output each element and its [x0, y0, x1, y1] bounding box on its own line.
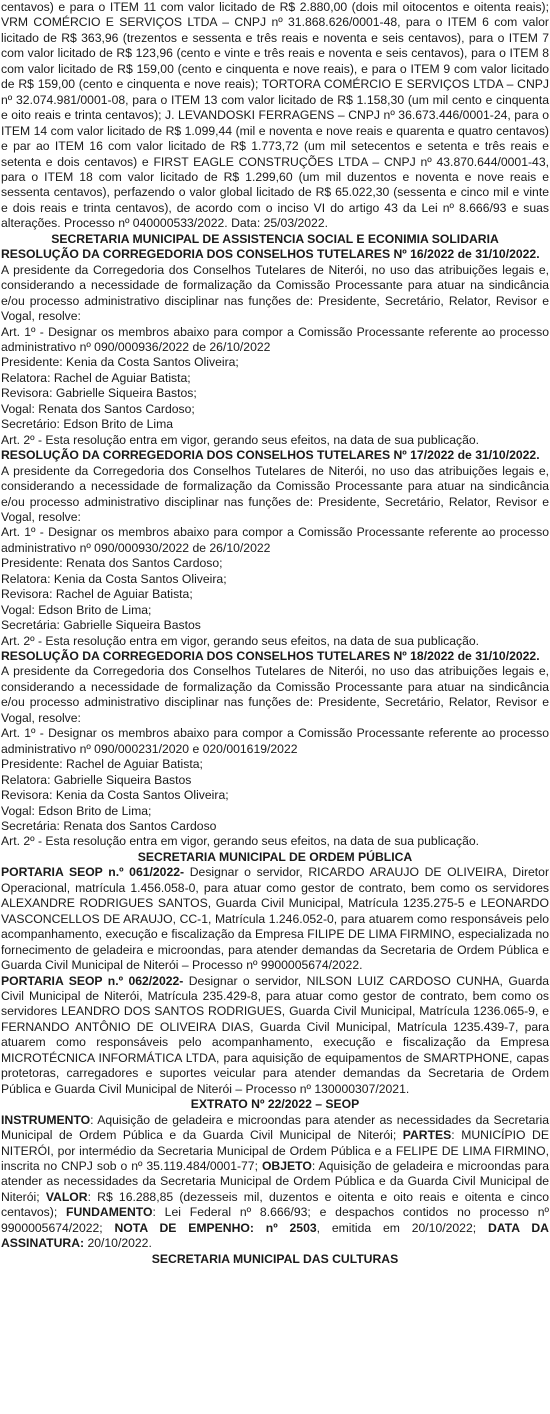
text-line: Art. 2º - Esta resolução entra em vigor, gerando seus efeitos, na data de sua publicação.	[1, 633, 480, 648]
text-run: , emitida em 20/10/2022;	[316, 1220, 488, 1235]
text-line: Secretário: Edson Brito de Lima	[1, 417, 174, 432]
text-line: Secretária: Renata dos Santos Cardoso	[1, 819, 217, 834]
paragraph	[1, 865, 549, 973]
paragraph: Art. 1º - Designar os membros abaixo para compor a Comissão Processante referente ao processo administrativo nº 090/000231/2020 e 020/001619/2022	[1, 726, 549, 756]
text-run: : Aquisição de geladeira e microondas para atender as necessidades da Secretaria Municipal de Ordem Pública e da Guarda Civil Municipal de Niterói;	[1, 1158, 550, 1204]
text-line: Art. 2º - Esta resolução entra em vigor, gerando seus efeitos, na data de sua publicação.	[1, 834, 480, 849]
text-run: : MUNICÍPIO DE NITERÓI, por intermédio da Secretaria Municipal de Ordem Pública e a FELIPE DE LIMA FIRMINO, inscrita no CNPJ sob o nº 35.119.484/0001-77;	[1, 1128, 549, 1173]
text-line: Art. 2º - Esta resolução entra em vigor, gerando seus efeitos, na data de sua publicação.	[1, 432, 480, 447]
section-heading: SECRETARIA MUNICIPAL DE ASSISTENCIA SOCIAL E ECONIMIA SOLIDARIA	[51, 231, 499, 246]
text-line: Vogal: Edson Brito de Lima;	[1, 803, 152, 818]
text-line: Revisora: Rachel de Aguiar Batista;	[1, 587, 193, 602]
text-run: Designar o servidor, RICARDO ARAUJO DE OLIVEIRA, Diretor Operacional, matrícula 1.456.058-0, para atuar como gestor de contrato, bem como os servidores ALEXANDRE RODRIGUES SANTOS, Guarda Civil Municipal, Matrícula 1235.275-5 e LEONARDO VASCONCELLOS DE ARAUJO, CC-1, Matrícula 1.246.052-0, para atuarem como responsáveis pelo acompanhamento, execução e fiscalização da Empresa FILIPE DE LIMA FIRMINO, especializada no fornecimento de geladeira e microondas, para atender demandas da Secretaria de Ordem Pública e Guarda Civil Municipal de Niterói – Processo nº 9900005674/2022.	[1, 865, 550, 973]
paragraph: Art. 1º - Designar os membros abaixo para compor a Comissão Processante referente ao processo administrativo nº 090/000930/2022 de 26/10/2022	[1, 525, 549, 555]
text-run: : Aquisição de geladeira e microondas para atender as necessidades da Secretaria Municipal de Ordem Pública e da Guarda Civil Municipal de Niterói;	[1, 1112, 549, 1143]
bold-label: DATA DA ASSINATURA:	[1, 1220, 549, 1251]
paragraph	[1, 974, 549, 1098]
text-line: Presidente: Kenia da Costa Santos Oliveira;	[1, 355, 239, 370]
bold-label: FUNDAMENTO	[66, 1205, 153, 1220]
paragraph: A presidente da Corregedoria dos Conselhos Tutelares de Niterói, no uso das atribuições legais e, considerando a necessidade de formalização da Comissão Processante para atuar na sindicância e/ou processo administrativo disciplinar nas funções de: Presidente, Secretário, Relator, Revisor e Vogal, resolve:	[1, 664, 549, 725]
paragraph: A presidente da Corregedoria dos Conselhos Tutelares de Niterói, no uso das atribuições legais e, considerando a necessidade de formalização da Comissão Processante para atuar na sindicância e/ou processo administrativo disciplinar nas funções de: Presidente, Secretário, Relator, Revisor e Vogal, resolve:	[1, 463, 549, 524]
bold-label: OBJETO	[261, 1158, 312, 1173]
resolution-title: RESOLUÇÃO DA CORREGEDORIA DOS CONSELHOS TUTELARES Nº 16/2022 de 31/10/2022.	[1, 247, 540, 262]
bold-label: NOTA DE EMPENHO: nº 2503	[114, 1220, 317, 1235]
text-line: Vogal: Renata dos Santos Cardoso;	[1, 401, 195, 416]
paragraph	[1, 1113, 549, 1252]
text-line: Vogal: Edson Brito de Lima;	[1, 602, 152, 617]
text-run: : Lei Federal nº 8.666/93; e despachos contidos no processo nº 9900005674/2022;	[1, 1205, 549, 1235]
paragraph: A presidente da Corregedoria dos Conselhos Tutelares de Niterói, no uso das atribuições legais e, considerando a necessidade de formalização da Comissão Processante para atuar na sindicância e/ou processo administrativo disciplinar nas funções de: Presidente, Secretário, Relator, Revisor e Vogal, resolve:	[1, 262, 549, 324]
text-line: Presidente: Renata dos Santos Cardoso;	[1, 556, 223, 571]
text-run: 20/10/2022.	[84, 1236, 152, 1251]
paragraph: centavos) e para o ITEM 11 com valor licitado de R$ 2.880,00 (dois mil oitocentos e oitenta reais); VRM COMÉRCIO E SERVIÇOS LTDA – CNPJ nº 31.868.626/0001-48, para o ITEM 6 com valor licitado de R$ 363,96 (trezentos e sessenta e três reais e noventa e seis centavos), para o ITEM 7 com valor licitado de R$ 123,96 (cento e vinte e três reais e noventa e seis centavos), para o ITEM 8 com valor licitado de R$ 159,00 (cento e cinquenta e nove reais), e para o ITEM 9 com valor licitado de R$ 159,00 (cento e cinquenta e nove reais); TORTORA COMÉRCIO E SERVIÇOS LTDA – CNPJ nº 32.074.981/0001-08, para o ITEM 13 com valor licitado de R$ 1.158,30 (um mil cento e cinquenta e oito reais e trinta centavos); J. LEVANDOSKI FERRAGENS – CNPJ nº 36.673.446/0001-24, para o ITEM 14 com valor licitado de R$ 1.099,44 (mil e noventa e nove reais e quarenta e quatro centavos) e par ao ITEM 16 com valor licitado de R$ 1.773,72 (um mil setecentos e setenta e três reais e setenta e dois centavos) e FIRST EAGLE CONSTRUÇÕES LTDA – CNPJ nº 43.870.644/0001-43, para o ITEM 18 com valor licitado de R$ 1.299,60 (um mil duzentos e noventa e nove reais e sessenta centavos), perfazendo o valor global licitado de R$ 65.022,30 (sessenta e cinco mil e vinte e dois reais e trinta centavos), de acordo com o inciso VI do artigo 43 da Lei nº 8.666/93 e suas alterações. Processo nº 040000533/2022. Data: 25/03/2022.	[1, 0, 549, 231]
section-heading: SECRETARIA MUNICIPAL DAS CULTURAS	[151, 1251, 399, 1266]
text-line: Presidente: Rachel de Aguiar Batista;	[1, 757, 203, 772]
paragraph: Art. 1º - Designar os membros abaixo para compor a Comissão Processante referente ao processo administrativo nº 090/000936/2022 de 26/10/2022	[1, 324, 549, 354]
section-heading: SECRETARIA MUNICIPAL DE ORDEM PÚBLICA	[137, 849, 413, 864]
text-line: Secretária: Gabrielle Siqueira Bastos	[1, 618, 201, 633]
resolution-title: RESOLUÇÃO DA CORREGEDORIA DOS CONSELHOS TUTELARES Nº 18/2022 de 31/10/2022.	[1, 649, 540, 664]
text-line: Revisora: Gabrielle Siqueira Bastos;	[1, 386, 197, 401]
bold-label: INSTRUMENTO	[1, 1112, 91, 1127]
text-line: Relatora: Gabrielle Siqueira Bastos	[1, 772, 192, 787]
text-line: Relatora: Rachel de Aguiar Batista;	[1, 370, 191, 385]
bold-label: PARTES	[402, 1128, 452, 1143]
text-line: Revisora: Kenia da Costa Santos Oliveira;	[1, 788, 229, 803]
text-run: : R$ 16.288,85 (dezesseis mil, duzentos e oitenta e oito reais e oitenta e cinco centavos);	[1, 1189, 549, 1220]
text-run: Designar o servidor, NILSON LUIZ CARDOSO CUNHA, Guarda Civil Municipal de Niterói, Matrícula 235.429-8, para atuar como gestor de contrato, bem como os servidores LEANDRO DOS SANTOS RODRIGUES, Guarda Civil Municipal, Matrícula 1236.065-9, e FERNANDO ANTÔNIO DE OLIVEIRA DIAS, Guarda Civil Municipal, Matrícula 1235.439-7, para atuarem como responsáveis pelo acompanhamento, execução e fiscalização da Empresa MICROTÉCNICA INFORMÁTICA LTDA, para aquisição de equipamentos de SMARTPHONE, capas protetoras, carregadores e suportes veicular para atender demandas da Secretaria de Ordem Pública e Guarda Civil Municipal de Niterói – Processo nº 130000307/2021.	[1, 973, 550, 1096]
bold-label: VALOR	[45, 1189, 88, 1204]
bold-label: PORTARIA SEOP n.º 061/2022-	[1, 865, 185, 880]
text-line: Relatora: Kenia da Costa Santos Oliveira;	[1, 571, 227, 586]
resolution-title: RESOLUÇÃO DA CORREGEDORIA DOS CONSELHOS TUTELARES Nº 17/2022 de 31/10/2022.	[1, 448, 540, 463]
bold-label: PORTARIA SEOP n.º 062/2022-	[1, 973, 184, 988]
section-heading: EXTRATO Nº 22/2022 – SEOP	[190, 1097, 360, 1112]
